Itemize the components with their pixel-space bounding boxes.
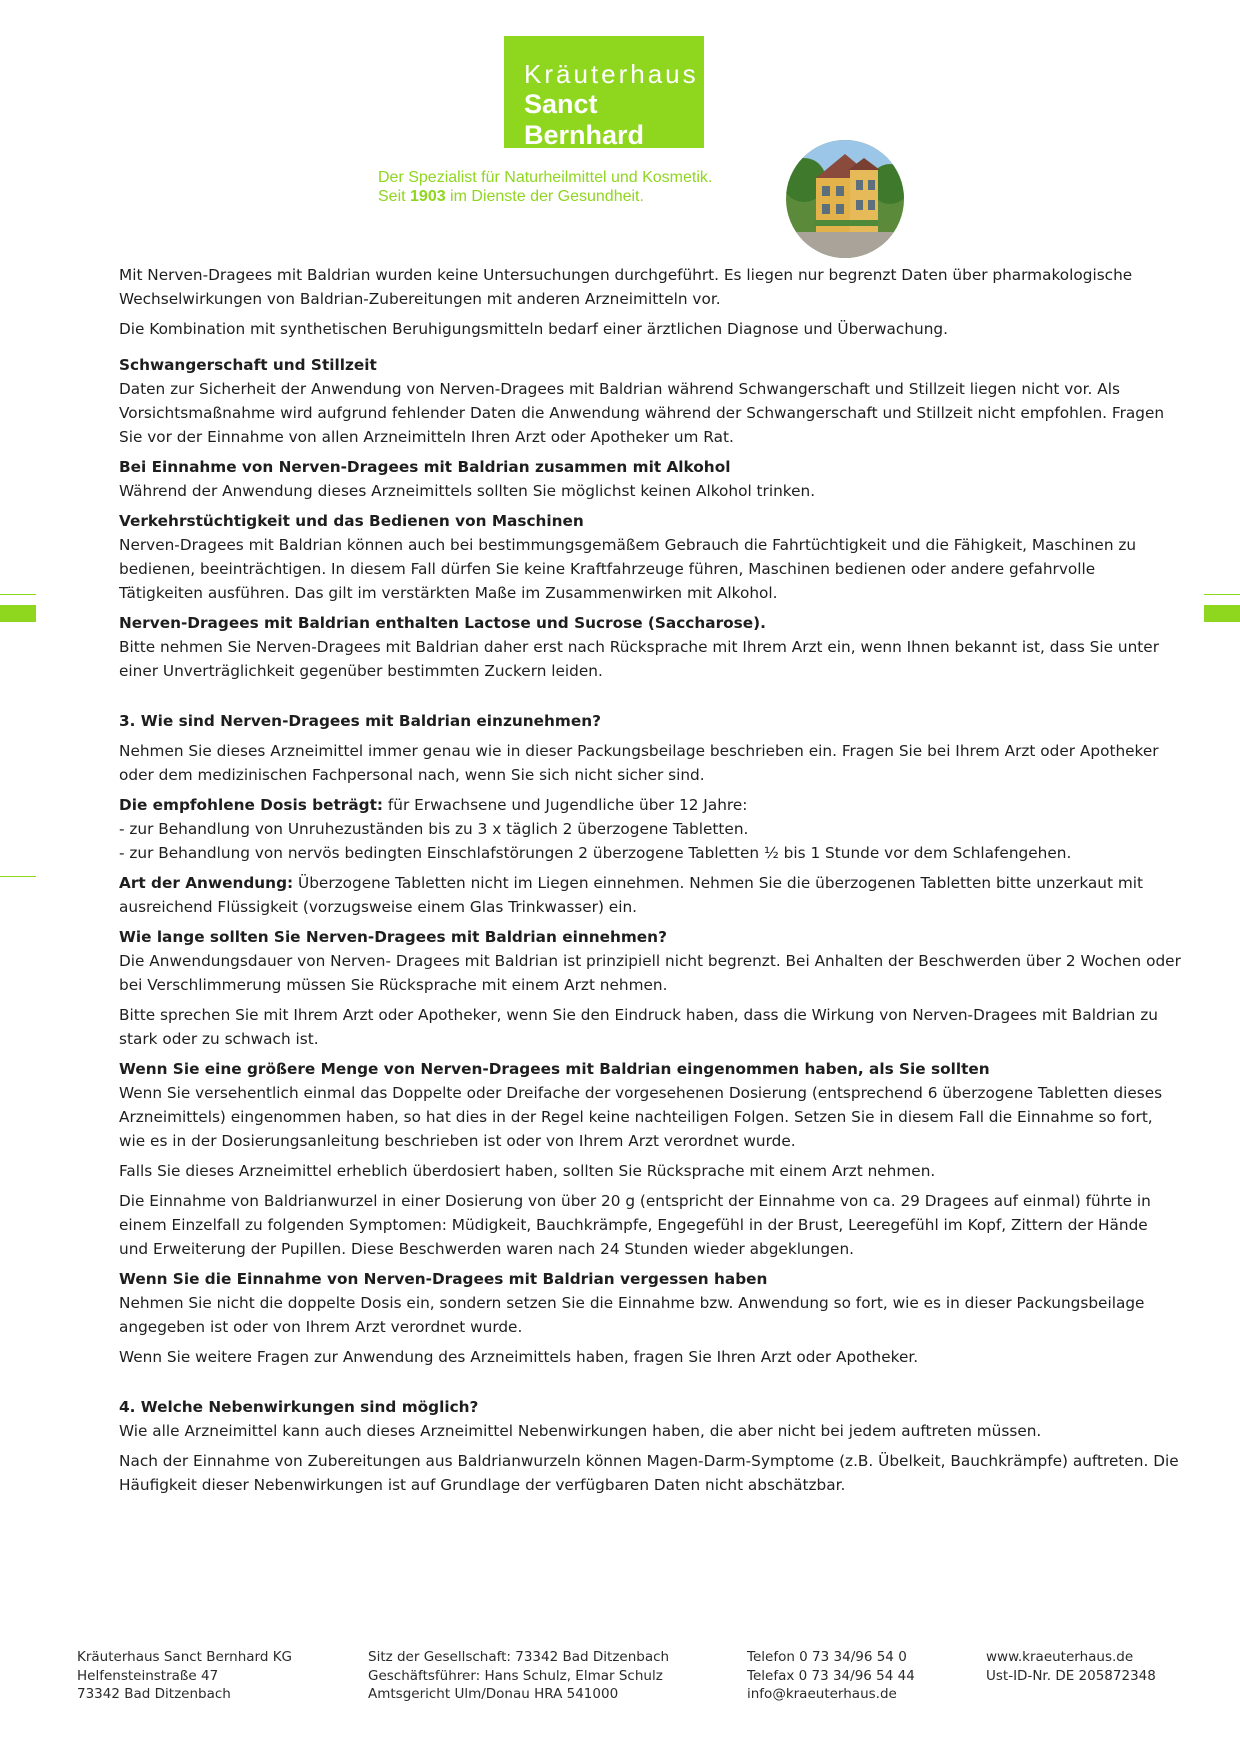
lactose-section	[119, 611, 1181, 683]
overdose-text-1: Wenn Sie versehentlich einmal das Doppelte oder Dreifache der vorgesehenen Dosierung (entsprechend 6 überzogene Tabletten dieses Arzneimittels) eingenommen haben, so hat dies in der Regel keine nachteiligen Folgen. Setzen Sie in diesem Fall die Einnahme so fort, wie es in der Dosierungsanleitung beschrieben ist oder von Ihrem Arzt verordnet wurde.	[119, 1084, 1163, 1150]
driving-section	[119, 509, 1181, 605]
footer-legal-managers: Geschäftsführer: Hans Schulz, Elmar Schulz	[368, 1667, 663, 1684]
footer-contact	[747, 1648, 915, 1704]
brand-tagline	[378, 168, 778, 206]
footer-legal-seat: Sitz der Gesellschaft: 73342 Bad Ditzenbach	[368, 1649, 670, 1665]
tagline-pre: Seit	[378, 188, 411, 205]
intro-paragraph-2: Die Kombination mit synthetischen Beruhigungsmitteln bedarf einer ärztlichen Diagnose und Überwachung.	[119, 320, 948, 338]
left-fold-mark	[0, 605, 36, 622]
dose-label: Die empfohlene Dosis beträgt:	[119, 796, 384, 814]
lactose-text: Bitte nehmen Sie Nerven-Dragees mit Baldrian daher erst nach Rücksprache mit Ihrem Arzt ein, wenn Ihnen bekannt ist, dass Sie unter einer Unverträglichkeit gegenüber bestimmten Zuckern leiden.	[119, 638, 1159, 680]
alcohol-section	[119, 455, 1181, 503]
method-text: Überzogene Tabletten nicht im Liegen einnehmen. Nehmen Sie die überzogenen Tabletten bitte unzerkaut mit ausreichend Flüssigkeit (vorzugsweise einem Glas Trinkwasser) ein.	[119, 874, 1143, 916]
section-3-heading: 3. Wie sind Nerven-Dragees mit Baldrian einzunehmen?	[119, 712, 601, 730]
footer-company-name: Kräuterhaus Sanct Bernhard KG	[77, 1649, 293, 1665]
section-3-intro: Nehmen Sie dieses Arzneimittel immer genau wie in dieser Packungsbeilage beschrieben ein. Fragen Sie bei Ihrem Arzt oder Apotheker oder dem medizinischen Fachpersonal nach, wenn Sie sich nicht sicher sind.	[119, 742, 1159, 784]
footer-vat-id: Ust-ID-Nr. DE 205872348	[986, 1667, 1156, 1684]
right-fold-line	[1204, 594, 1240, 595]
dose-item: - zur Behandlung von Unruhezuständen bis zu 3 x täglich 2 überzogene Tabletten.	[119, 820, 749, 838]
left-fold-line	[0, 594, 36, 595]
footer-company	[77, 1648, 292, 1704]
footer-web	[986, 1648, 1156, 1685]
forgot-block	[119, 1267, 1181, 1339]
pregnancy-text: Daten zur Sicherheit der Anwendung von Nerven-Dragees mit Baldrian während Schwangerschaft und Stillzeit liegen nicht vor. Als Vorsichtsmaßnahme wird aufgrund fehlender Daten die Anwendung während der Schwangerschaft und Stillzeit nicht empfohlen. Fragen Sie vor der Einnahme von allen Arzneimitteln Ihren Arzt oder Apotheker um Rat.	[119, 380, 1165, 446]
pregnancy-heading: Schwangerschaft und Stillzeit	[119, 356, 377, 374]
section-4-text-2: Nach der Einnahme von Zubereitungen aus Baldrianwurzeln können Magen-Darm-Symptome (z.B. Übelkeit, Bauchkrämpfe) auftreten. Die Häufigkeit dieser Nebenwirkungen ist auf Grundlage der verfügbaren Daten nicht abschätzbar.	[119, 1452, 1179, 1494]
brand-logo	[504, 36, 704, 148]
section-4-heading: 4. Welche Nebenwirkungen sind möglich?	[119, 1398, 479, 1416]
footer-fax: Telefax 0 73 34/96 54 44	[747, 1667, 915, 1684]
driving-heading: Verkehrstüchtigkeit und das Bedienen von Maschinen	[119, 512, 584, 530]
left-fold-line-lower	[0, 876, 36, 877]
logo-text-line1: Kräuterhaus	[524, 59, 699, 89]
tagline-line1: Der Spezialist für Naturheilmittel und Kosmetik.	[378, 169, 713, 186]
footer-phone: Telefon 0 73 34/96 54 0	[747, 1649, 907, 1665]
footer-legal-court: Amtsgericht Ulm/Donau HRA 541000	[368, 1686, 619, 1702]
building-photo-icon	[786, 140, 904, 258]
overdose-heading: Wenn Sie eine größere Menge von Nerven-Dragees mit Baldrian eingenommen haben, als Sie sollten	[119, 1060, 990, 1078]
footer-email-link[interactable]: info@kraeuterhaus.de	[747, 1686, 897, 1702]
duration-text: Die Anwendungsdauer von Nerven- Dragees mit Baldrian ist prinzipiell nicht begrenzt. Bei Anhalten der Beschwerden über 2 Wochen oder bei Verschlimmerung müssen Sie Rücksprache mit einem Arzt nehmen.	[119, 952, 1181, 994]
forgot-heading: Wenn Sie die Einnahme von Nerven-Dragees mit Baldrian vergessen haben	[119, 1270, 768, 1288]
questions-text: Wenn Sie weitere Fragen zur Anwendung des Arzneimittels haben, fragen Sie Ihren Arzt oder Apotheker.	[119, 1348, 919, 1366]
leaflet-body	[119, 263, 1181, 1503]
method-label: Art der Anwendung:	[119, 874, 294, 892]
dose-block	[119, 793, 1181, 865]
dose-text: für Erwachsene und Jugendliche über 12 Jahre:	[383, 796, 748, 814]
footer-legal	[368, 1648, 669, 1704]
overdose-text-3: Die Einnahme von Baldrianwurzel in einer Dosierung von über 20 g (entspricht der Einnahme von ca. 29 Dragees auf einmal) führte in einem Einzelfall zu folgenden Symptomen: Müdigkeit, Bauchkrämpfe, Engegefühl in der Brust, Leeregefühl im Kopf, Zittern der Hände und Erweiterung der Pupillen. Diese Beschwerden waren nach 24 Stunden wieder abgeklungen.	[119, 1192, 1151, 1258]
pregnancy-section	[119, 353, 1181, 449]
section-4	[119, 1395, 1181, 1497]
duration-block	[119, 925, 1181, 997]
dose-item: - zur Behandlung von nervös bedingten Einschlafstörungen 2 überzogene Tabletten ½ bis 1 Stunde vor dem Schlafengehen.	[119, 844, 1072, 862]
right-fold-mark	[1204, 605, 1240, 622]
overdose-text-2: Falls Sie dieses Arzneimittel erheblich überdosiert haben, sollten Sie Rücksprache mit einem Arzt nehmen.	[119, 1162, 936, 1180]
tagline-line2	[378, 187, 778, 206]
driving-text: Nerven-Dragees mit Baldrian können auch bei bestimmungsgemäßem Gebrauch die Fahrtüchtigkeit und die Fähigkeit, Maschinen zu bedienen, beeinträchtigen. In diesem Fall dürfen Sie keine Kraftfahrzeuge führen, Maschinen bedienen oder andere gefahrvolle Tätigkeiten ausführen. Das gilt im verstärkten Maße im Zusammenwirken mit Alkohol.	[119, 536, 1137, 602]
tagline-year: 1903	[410, 188, 446, 205]
duration-heading: Wie lange sollten Sie Nerven-Dragees mit Baldrian einnehmen?	[119, 928, 667, 946]
alcohol-text: Während der Anwendung dieses Arzneimittels sollten Sie möglichst keinen Alkohol trinken.	[119, 482, 816, 500]
forgot-text: Nehmen Sie nicht die doppelte Dosis ein, sondern setzen Sie die Einnahme bzw. Anwendung so fort, wie es in dieser Packungsbeilage angegeben ist oder von Ihrem Arzt verordnet wurde.	[119, 1294, 1145, 1336]
dose-line	[119, 793, 1181, 817]
footer-company-city: 73342 Bad Ditzenbach	[77, 1686, 231, 1702]
overdose-block	[119, 1057, 1181, 1153]
duration-text-2: Bitte sprechen Sie mit Ihrem Arzt oder Apotheker, wenn Sie den Eindruck haben, dass die Wirkung von Nerven-Dragees mit Baldrian zu stark oder zu schwach ist.	[119, 1006, 1158, 1048]
intro-paragraph-1: Mit Nerven-Dragees mit Baldrian wurden keine Untersuchungen durchgeführt. Es liegen nur begrenzt Daten über pharmakologische Wechselwirkungen von Baldrian-Zubereitungen mit anderen Arzneimitteln vor.	[119, 266, 1133, 308]
logo-text-line2: Sanct Bernhard	[524, 89, 645, 150]
lactose-heading: Nerven-Dragees mit Baldrian enthalten Lactose und Sucrose (Saccharose).	[119, 614, 766, 632]
section-4-text-1: Wie alle Arzneimittel kann auch dieses Arzneimittel Nebenwirkungen haben, die aber nicht bei jedem auftreten müssen.	[119, 1422, 1042, 1440]
footer-company-street: Helfensteinstraße 47	[77, 1667, 219, 1684]
footer-website-link[interactable]: www.kraeuterhaus.de	[986, 1649, 1134, 1665]
tagline-post: im Dienste der Gesundheit.	[445, 188, 644, 205]
section-3	[119, 709, 1181, 1369]
method-paragraph	[119, 871, 1181, 919]
alcohol-heading: Bei Einnahme von Nerven-Dragees mit Baldrian zusammen mit Alkohol	[119, 458, 731, 476]
dose-list	[119, 817, 1181, 865]
